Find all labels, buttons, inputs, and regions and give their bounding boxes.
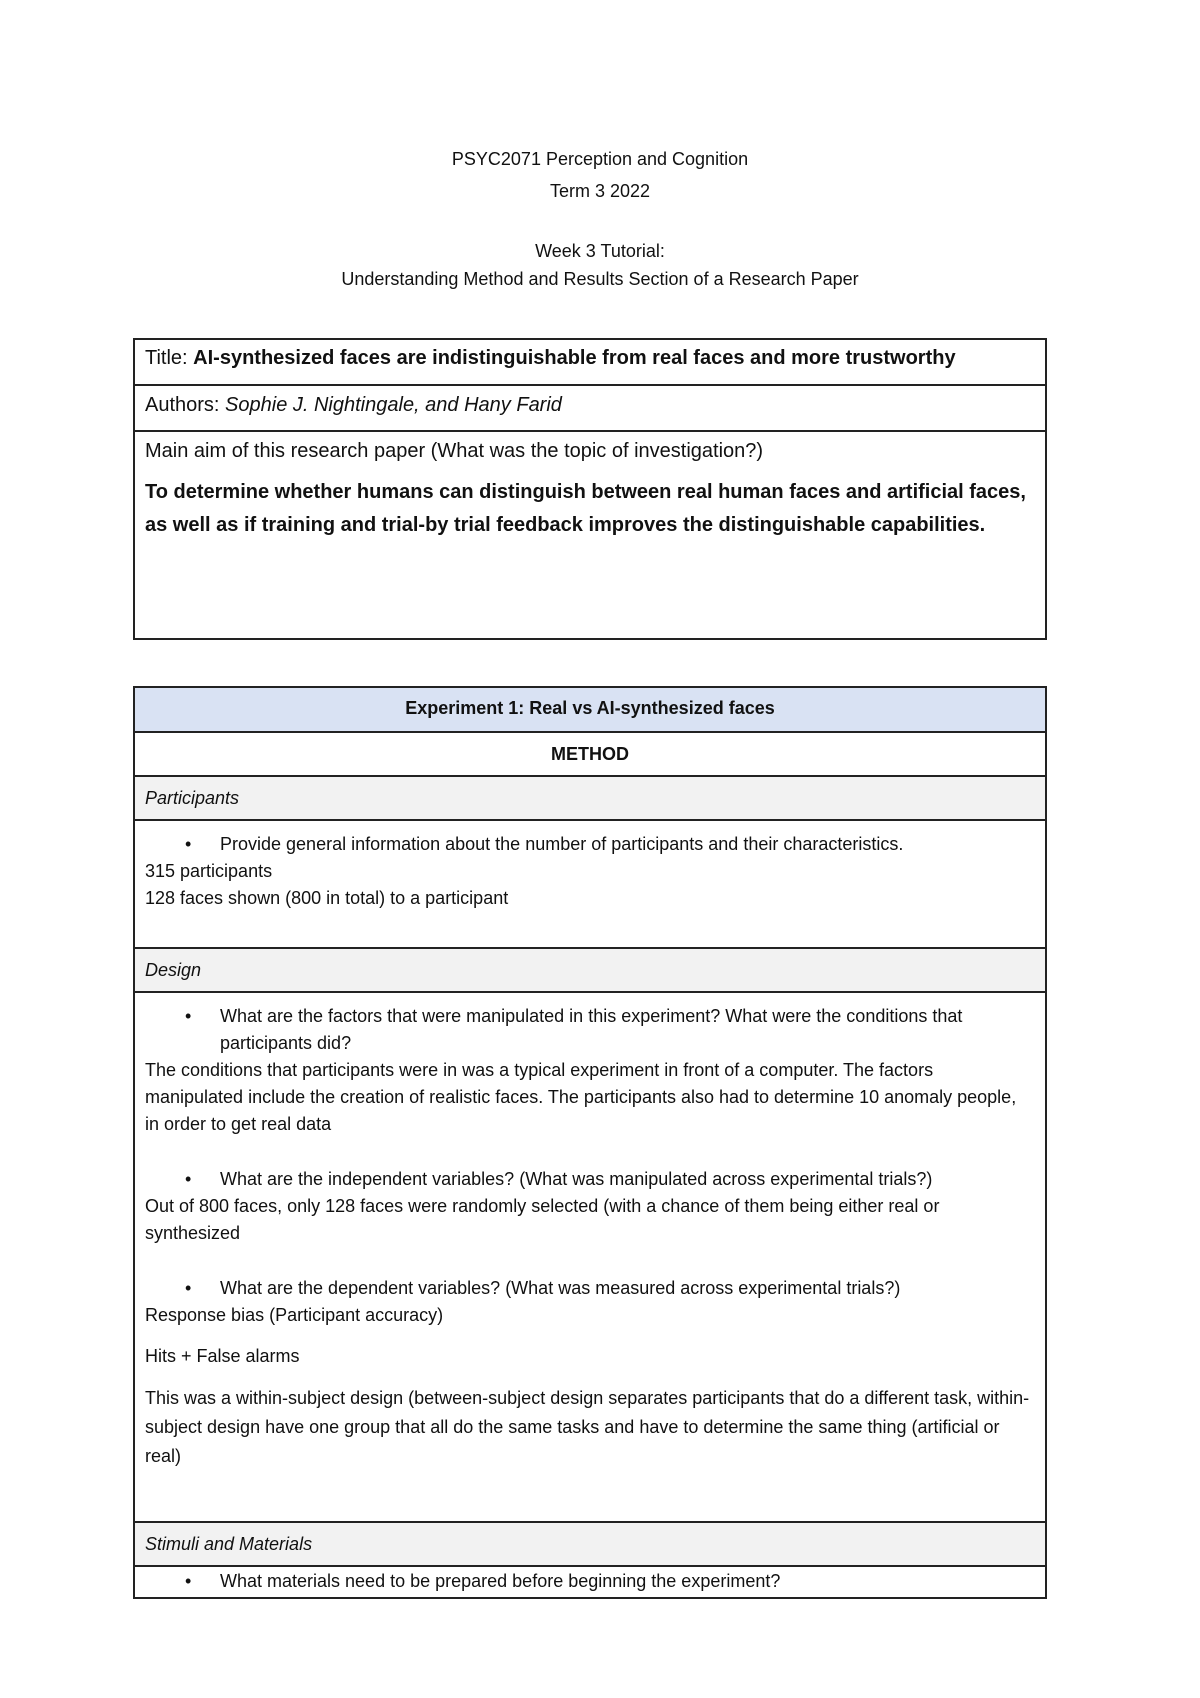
experiment-title: Experiment 1: Real vs AI-synthesized faces: [135, 688, 1045, 733]
aim-answer: To determine whether humans can distinguish between real human faces and artificial faces, as well as if training and trial-by trial feedback improves the distinguishable capabilities.: [145, 481, 1026, 536]
participants-faces: 128 faces shown (800 in total) to a participant: [145, 888, 509, 908]
term-label: Term 3 2022: [549, 181, 651, 201]
participants-section: [135, 821, 1045, 949]
design-heading: Design: [135, 949, 1045, 993]
method-heading: METHOD: [135, 733, 1045, 777]
paper-aim-row: [135, 432, 1045, 638]
paper-authors-row: [135, 386, 1045, 432]
participants-heading: Participants: [135, 777, 1045, 821]
participants-count: 315 participants: [145, 861, 273, 881]
week-label: Week 3 Tutorial:: [535, 241, 665, 261]
participants-bullet: • Provide general information about the number of participants and their characteristics.: [145, 831, 1035, 858]
stimuli-bullet: • What materials need to be prepared before beginning the experiment?: [145, 1568, 1035, 1595]
design-bullet-dv: • What are the dependent variables? (What was measured across experimental trials?): [145, 1275, 1035, 1302]
design-bullet-iv: • What are the independent variables? (What was manipulated across experimental trials?): [145, 1166, 1035, 1193]
aim-question: Main aim of this research paper (What was the topic of investigation?): [145, 440, 764, 462]
design-section: [135, 993, 1045, 1523]
paper-title-row: [135, 340, 1045, 386]
design-answer-factors: The conditions that participants were in was a typical experiment in front of a computer. The factors manipulated include the creation of realistic faces. The participants also had to determine 10 anomaly people, in order to get real data: [145, 1060, 1017, 1134]
paper-authors: Sophie J. Nightingale, and Hany Farid: [225, 394, 562, 416]
design-answer-iv: Out of 800 faces, only 128 faces were randomly selected (with a chance of them being either real or synthesized: [145, 1196, 940, 1243]
title-label: Title:: [145, 347, 194, 369]
stimuli-heading: Stimuli and Materials: [135, 1523, 1045, 1567]
course-title: PSYC2071 Perception and Cognition: [451, 149, 749, 169]
design-answer-dv: Response bias (Participant accuracy): [145, 1305, 444, 1325]
design-bullet-factors: • What are the factors that were manipulated in this experiment? What were the conditions that participants did?: [145, 1003, 1035, 1057]
design-answer-within-subject: This was a within-subject design (between-subject design separates participants that do a different task, within-subject design have one group that all do the same tasks and have to determine the same thing (artificial or real): [145, 1388, 1030, 1466]
experiment-table: [133, 686, 1047, 1599]
tutorial-subtitle: Understanding Method and Results Section of a Research Paper: [341, 269, 859, 289]
design-answer-hits: Hits + False alarms: [145, 1346, 300, 1366]
paper-info-table: [133, 338, 1047, 640]
authors-label: Authors:: [145, 394, 226, 416]
stimuli-section: [135, 1567, 1045, 1597]
paper-title: AI-synthesized faces are indistinguishable from real faces and more trustworthy: [193, 347, 956, 369]
